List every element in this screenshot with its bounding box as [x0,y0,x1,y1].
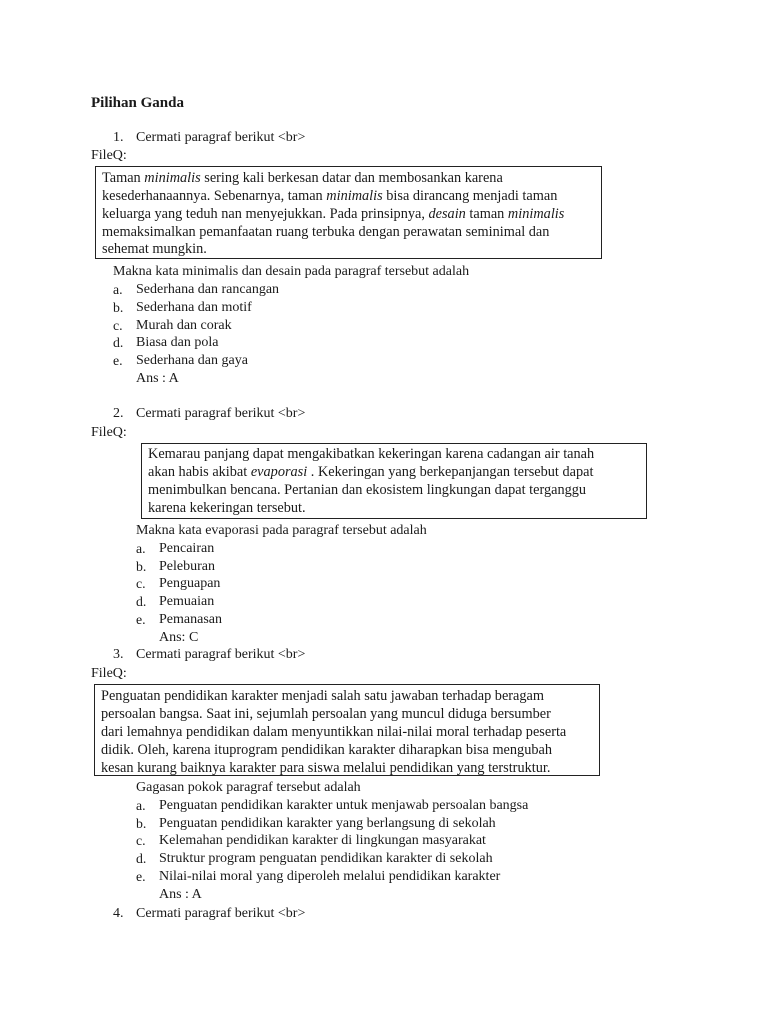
q3-passage-line: persoalan bangsa. Saat ini, sejumlah persoalan yang muncul diduga bersumber [101,706,551,722]
q2-passage-line: karena kekeringan tersebut. [148,500,306,516]
q3-passage-line: dari lemahnya pendidikan dalam menyuntikkan nilai-nilai moral terhadap peserta [101,724,567,740]
q3-passage-box [94,684,600,776]
q3-passage-line: kesan kurang baiknya karakter para siswa melalui pendidikan yang terstruktur. [101,760,551,776]
q1-prompt: Cermati paragraf berikut <br> [136,130,306,145]
q1-question: Makna kata minimalis dan desain pada paragraf tersebut adalah [113,264,470,279]
page-title: Pilihan Ganda [91,95,184,111]
q2-question: Makna kata evaporasi pada paragraf tersebut adalah [136,523,427,538]
q3-passage-line: didik. Oleh, karena ituprogram pendidikan karakter diharapkan bisa mengubah [101,742,552,758]
q4-prompt: Cermati paragraf berikut <br> [136,906,306,921]
q2-prompt: Cermati paragraf berikut <br> [136,406,306,421]
q2-number: 2. [113,406,124,421]
q1-passage-box [95,166,602,259]
q3-number: 3. [113,647,124,662]
q1-passage-line: sehemat mungkin. [102,241,207,257]
q3-answer: Ans : A [159,887,202,902]
q1-passage-line: memaksimalkan pemanfaatan ruang terbuka dengan perawatan seminimal dan [102,224,550,240]
q3-prompt: Cermati paragraf berikut <br> [136,647,306,662]
q2-passage-box [141,443,647,519]
q3-file-label: FileQ: [91,666,127,681]
q2-passage-line: Kemarau panjang dapat mengakibatkan kekeringan karena cadangan air tanah [148,446,595,462]
q1-passage-line: keluarga yang teduh nan menyejukkan. Pada prinsipnya, desain taman minimalis [102,206,565,222]
q3-passage-line: Penguatan pendidikan karakter menjadi salah satu jawaban terhadap beragam [101,688,545,704]
q2-file-label: FileQ: [91,425,127,440]
q4-number: 4. [113,906,124,921]
q1-answer: Ans : A [136,371,179,386]
q1-passage-line: Taman minimalis sering kali berkesan datar dan membosankan karena [102,170,503,186]
q3-question: Gagasan pokok paragraf tersebut adalah [136,780,361,795]
q1-number: 1. [113,130,124,145]
q2-passage-line: menimbulkan bencana. Pertanian dan ekosistem lingkungan dapat terganggu [148,482,587,498]
q1-passage-line: kesederhanaannya. Sebenarnya, taman minimalis bisa dirancang menjadi taman [102,188,558,204]
q1-file-label: FileQ: [91,148,127,163]
q2-passage-line: akan habis akibat evaporasi . Kekeringan yang berkepanjangan tersebut dapat [148,464,594,480]
q2-answer: Ans: C [159,630,199,645]
